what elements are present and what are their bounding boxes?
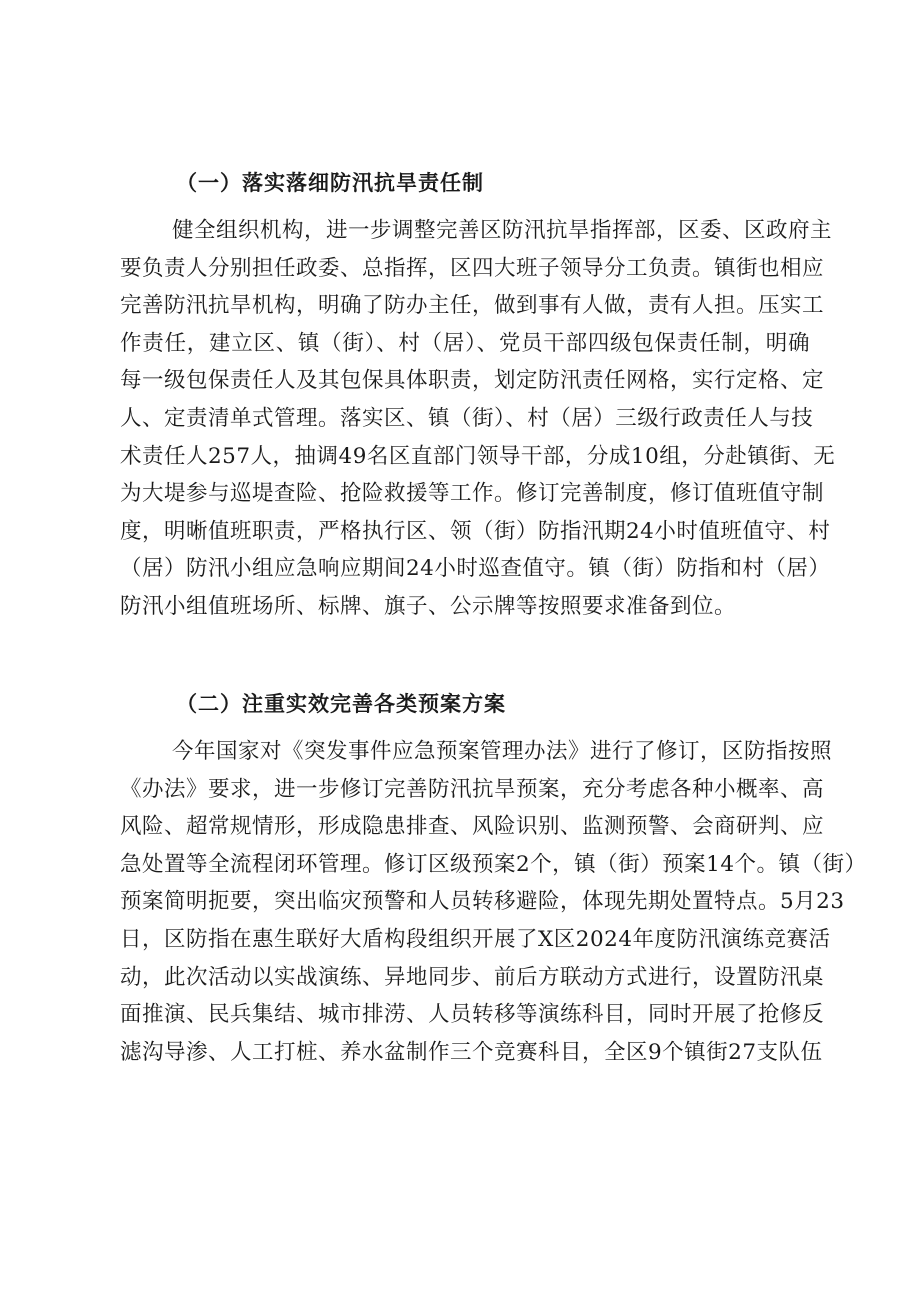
paragraph-line: 为大堤参与巡堤查险、抢险救援等工作。修订完善制度，修订值班值守制 <box>120 481 825 507</box>
paragraph-line: 风险、超常规情形，形成隐患排查、风险识别、监测预警、会商研判、应 <box>120 814 825 840</box>
paragraph-line: 面推演、民兵集结、城市排涝、人员转移等演练科目，同时开展了抢修反 <box>120 1002 825 1028</box>
paragraph-line: 滤沟导渗、人工打桩、养水盆制作三个竞赛科目，全区9个镇街27支队伍 <box>120 1039 823 1065</box>
paragraph-line: 人、定责清单式管理。落实区、镇（街）、村（居）三级行政责任人与技 <box>120 405 814 431</box>
paragraph-line: 每一级包保责任人及其包保具体职责，划定防汛责任网格，实行定格、定 <box>120 368 825 394</box>
paragraph-line: 日，区防指在惠生联好大盾构段组织开展了X区2024年度防汛演练竞赛活 <box>120 926 831 952</box>
paragraph-line: 急处置等全流程闭环管理。修订区级预案2个，镇（街）预案14个。镇（街） <box>120 851 867 877</box>
section-heading-1: （一）落实落细防汛抗旱责任制 <box>176 170 484 195</box>
section-heading-2: （二）注重实效完善各类预案方案 <box>176 691 506 716</box>
paragraph-line: 动，此次活动以实战演练、异地同步、前后方联动方式进行，设置防汛桌 <box>120 964 825 990</box>
paragraph-line: 度，明晰值班职责，严格执行区、领（街）防指汛期24小时值班值守、村 <box>120 518 831 544</box>
paragraph-line: （居）防汛小组应急响应期间24小时巡查值守。镇（街）防指和村（居） <box>120 556 831 582</box>
paragraph-line: 完善防汛抗旱机构，明确了防办主任，做到事有人做，责有人担。压实工 <box>120 293 825 319</box>
paragraph-line: 《办法》要求，进一步修订完善防汛抗旱预案，充分考虑各种小概率、高 <box>120 776 825 802</box>
section-paragraph-1 <box>120 212 836 626</box>
paragraph-line: 健全组织机构，进一步调整完善区防汛抗旱指挥部，区委、区政府主 <box>172 218 833 243</box>
paragraph-line: 术责任人257人，抽调49名区直部门领导干部，分成10组，分赴镇街、无 <box>120 443 836 469</box>
paragraph-line: 防汛小组值班场所、标牌、旗子、公示牌等按照要求准备到位。 <box>120 593 737 619</box>
paragraph-line: 作责任，建立区、镇（街）、村（居）、党员干部四级包保责任制，明确 <box>120 330 810 356</box>
section-paragraph-2 <box>120 733 867 1071</box>
paragraph-line: 今年国家对《突发事件应急预案管理办法》进行了修订，区防指按照 <box>172 739 833 764</box>
paragraph-line: 要负责人分别担任政委、总指挥，区四大班子领导分工负责。镇街也相应 <box>120 255 825 281</box>
paragraph-line: 预案简明扼要，突出临灾预警和人员转移避险，体现先期处置特点。5月23 <box>120 889 845 915</box>
